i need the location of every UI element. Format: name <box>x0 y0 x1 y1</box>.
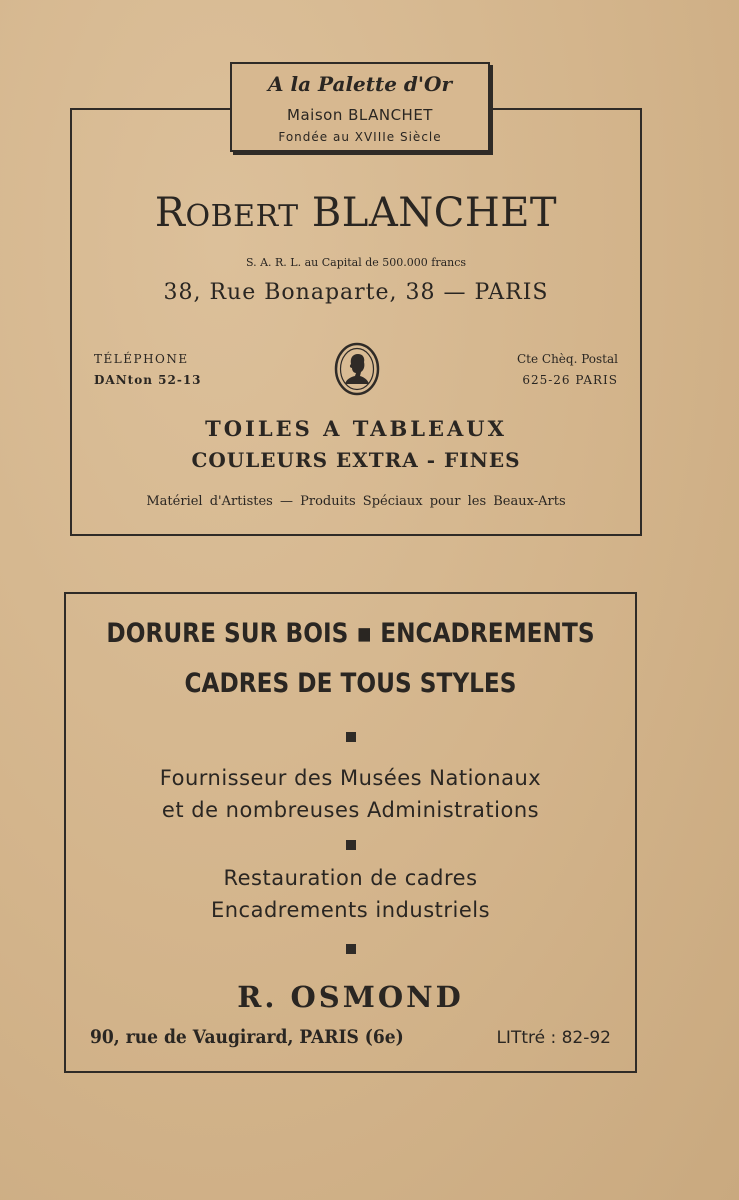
phone-number: DANton 52-13 <box>94 373 202 387</box>
tab-title: A la Palette d'Or <box>267 72 452 96</box>
osmond-address: 90, rue de Vaugirard, PARIS (6e) <box>90 1026 404 1048</box>
separator-square <box>346 732 356 742</box>
supplier-line-1: Fournisseur des Musées Nationaux <box>159 766 542 790</box>
tab-house: Maison BLANCHET <box>287 106 433 124</box>
service-line-2: Encadrements industriels <box>210 898 491 922</box>
osmond-phone: LITtré : 82-92 <box>496 1028 611 1048</box>
heading-frames: CADRES DE TOUS STYLES <box>184 668 517 699</box>
company-name: ROBERT BLANCHET <box>154 190 558 236</box>
separator-square <box>346 944 356 954</box>
supplier-line-2: et de nombreuses Administrations <box>161 798 540 822</box>
osmond-advertisement <box>64 592 637 1073</box>
cheque-label: Cte Chèq. Postal <box>516 352 618 366</box>
heading-gilding: DORURE SUR BOIS ▪ ENCADREMENTS <box>106 618 595 649</box>
company-address: 38, Rue Bonaparte, 38 — PARIS <box>163 280 549 305</box>
product-line-2: COULEURS EXTRA - FINES <box>191 448 521 472</box>
osmond-name: R. OSMOND <box>237 980 464 1014</box>
cameo-portrait-icon <box>334 342 380 396</box>
palette-dor-tab <box>230 62 490 152</box>
product-line-1: TOILES A TABLEAUX <box>205 416 507 441</box>
separator-square <box>346 840 356 850</box>
phone-label: TÉLÉPHONE <box>94 352 189 366</box>
company-capital: S. A. R. L. au Capital de 500.000 francs <box>245 256 467 269</box>
blanchet-advertisement <box>70 108 642 536</box>
service-line-1: Restauration de cadres <box>223 866 478 890</box>
footer-line: Matériel d'Artistes — Produits Spéciaux pour les Beaux-Arts <box>146 494 566 509</box>
cheque-number: 625-26 PARIS <box>522 373 618 387</box>
tab-founded: Fondée au XVIIIe Siècle <box>278 130 442 144</box>
